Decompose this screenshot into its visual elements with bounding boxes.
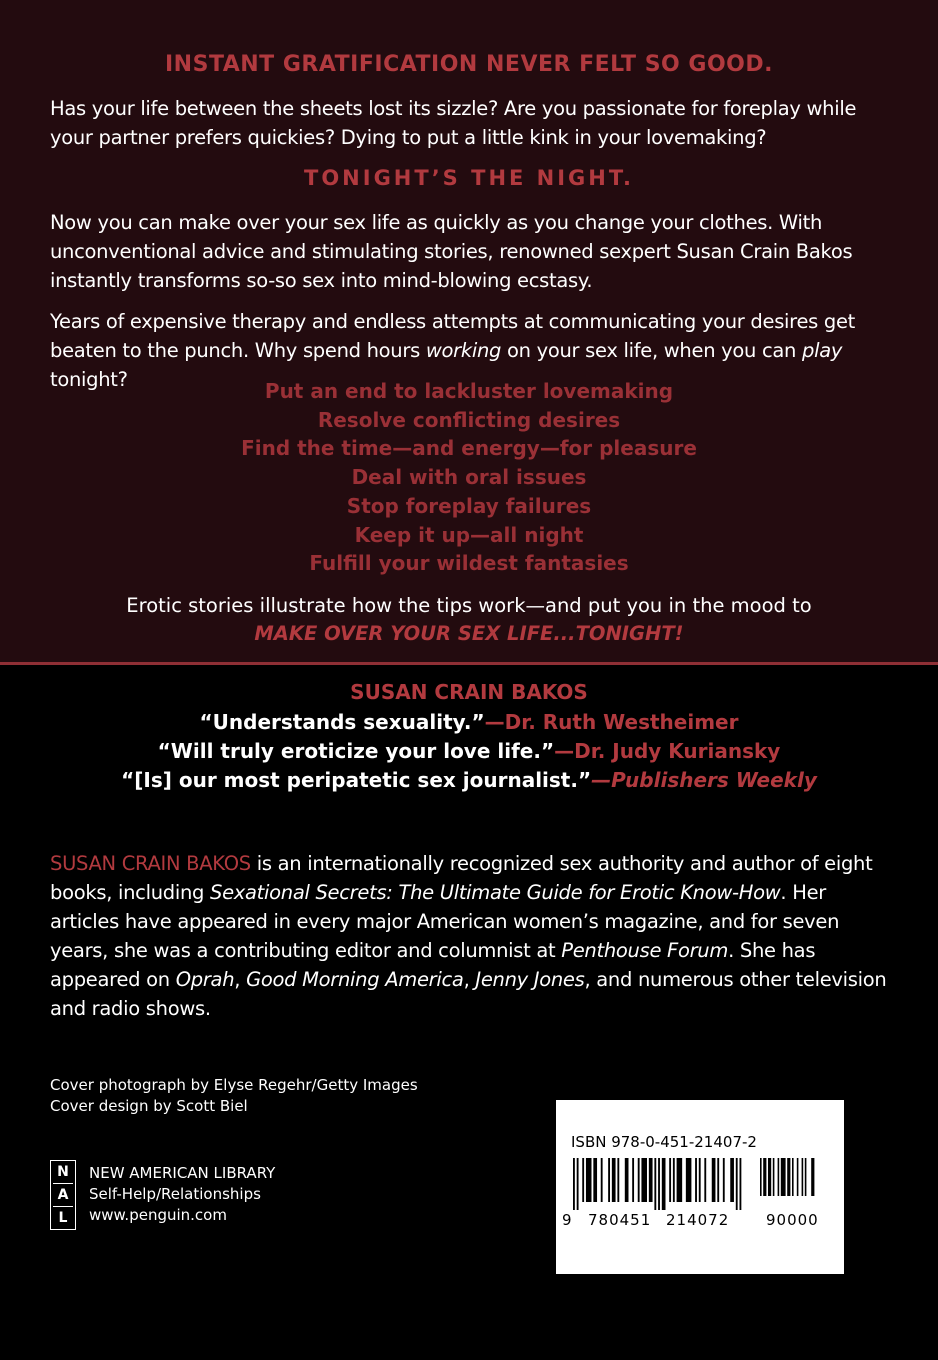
barcode-panel [556, 1100, 844, 1274]
praise-quotes [0, 708, 938, 795]
benefit-item: Stop foreplay failures [346, 493, 592, 518]
isbn-label: ISBN 978-0-451-21407-2 [571, 1133, 757, 1151]
publisher-name: NEW AMERICAN LIBRARY [89, 1164, 276, 1182]
intro-paragraph: Has your life between the sheets lost its sizzle? Are you passionate for foreplay while your partner prefers quickies? Dying to put a little kink in your lovemaking? [50, 97, 857, 149]
headline-tonight: TONIGHT’S THE NIGHT. [304, 166, 634, 190]
therapy-working: working [425, 339, 502, 362]
publisher-url: www.penguin.com [89, 1206, 227, 1224]
quote-text: “Will truly eroticize your love life.” [157, 739, 555, 763]
bio-text: . Her articles have appeared in every major American women’s magazine, and for seven years, she was a contributing editor and columnist at [50, 881, 840, 962]
bio-show: Oprah [175, 968, 235, 991]
praise-author: SUSAN CRAIN BAKOS [350, 680, 588, 704]
benefit-item: Put an end to lackluster lovemaking [264, 379, 674, 403]
benefit-item: Fulfill your wildest fantasies [309, 551, 629, 576]
therapy-text-2: on your sex life, when you can [501, 339, 803, 362]
benefit-item: Keep it up—all night [354, 522, 584, 547]
benefit-item: Resolve conflicting desires [317, 407, 621, 432]
headline-gratification: INSTANT GRATIFICATION NEVER FELT SO GOOD. [165, 52, 773, 77]
bio-text: . She has appeared on [50, 939, 816, 991]
publisher-category: Self-Help/Relationships [89, 1185, 261, 1203]
barcode-group-2: 214072 [666, 1211, 730, 1229]
therapy-play: play [802, 339, 843, 362]
ean-barcode-icon [573, 1158, 753, 1210]
logo-divider [53, 1183, 73, 1184]
barcode-lead-digit: 9 [562, 1211, 572, 1229]
benefit-item: Find the time—and energy—for pleasure [241, 436, 697, 461]
therapy-text-1: Years of expensive therapy and endless attempts at communicating your desires get beaten to the punch. Why spend hours [50, 310, 856, 362]
bio-show: Jenny Jones [475, 968, 585, 991]
price-barcode-icon [760, 1158, 820, 1204]
quote-source: —Dr. Judy Kuriansky [554, 739, 781, 763]
praise-quote [0, 766, 938, 795]
logo-letter: N [57, 1163, 69, 1180]
design-credit: Cover design by Scott Biel [50, 1097, 248, 1115]
praise-quote [0, 708, 938, 737]
quote-text: “[Is] our most peripatetic sex journalist.” [121, 768, 592, 792]
praise-quote [0, 737, 938, 766]
quote-source: —Dr. Ruth Westheimer [484, 710, 739, 734]
bio-text: is an internationally recognized sex authority and author of eight books, including [50, 852, 873, 904]
makeover-paragraph: Now you can make over your sex life as quickly as you change your clothes. With unconventional advice and stimulating stories, renowned sexpert Susan Crain Bakos instantly transforms so-so sex into mind-blowing ecstasy. [50, 211, 853, 292]
quote-source: —Publishers Weekly [591, 768, 817, 792]
logo-letter: A [57, 1186, 69, 1203]
bio-show: Good Morning America [246, 968, 464, 991]
quote-text: “Understands sexuality.” [199, 710, 485, 734]
benefits-list [0, 377, 938, 578]
bio-author-name: SUSAN CRAIN BAKOS [50, 852, 251, 875]
erotic-line: Erotic stories illustrate how the tips work—and put you in the mood to [126, 594, 812, 617]
author-bio [50, 849, 896, 1023]
logo-letter: L [58, 1210, 68, 1227]
nal-logo [50, 1160, 76, 1230]
publisher-info [89, 1163, 275, 1226]
therapy-text-3: tonight? [50, 368, 128, 391]
erotic-tagline: MAKE OVER YOUR SEX LIFE...TONIGHT! [254, 622, 684, 645]
bio-magazine: Penthouse Forum [561, 939, 729, 962]
cover-credits [50, 1075, 418, 1117]
erotic-stories [0, 592, 938, 648]
barcode-price: 90000 [766, 1211, 819, 1229]
barcode-group-1: 780451 [588, 1211, 652, 1229]
bio-text: , [234, 968, 247, 991]
logo-divider [53, 1206, 73, 1207]
bio-book-title: Sexational Secrets: The Ultimate Guide for Erotic Know-How [210, 881, 781, 904]
bio-text: , and numerous other television and radio shows. [50, 968, 887, 1020]
photo-credit: Cover photograph by Elyse Regehr/Getty Images [50, 1076, 418, 1094]
bio-text: , [463, 968, 476, 991]
benefit-item: Deal with oral issues [351, 465, 587, 490]
